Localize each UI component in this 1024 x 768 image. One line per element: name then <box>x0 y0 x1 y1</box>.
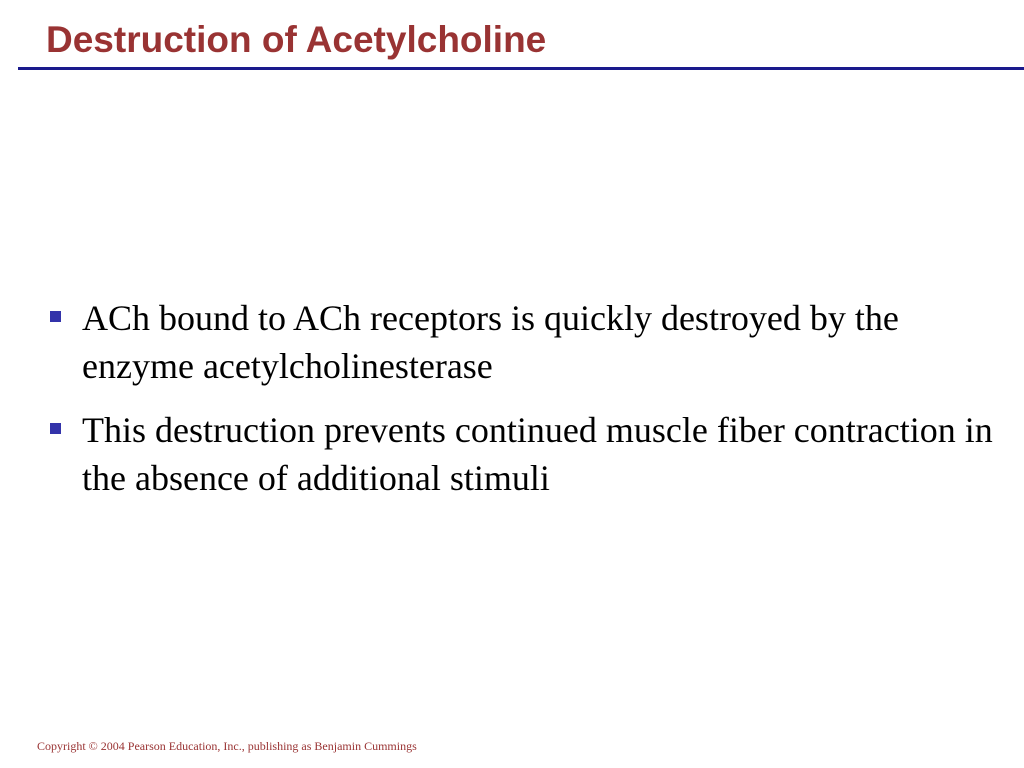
bullet-text: ACh bound to ACh receptors is quickly destroyed by the enzyme acetylcholinesterase <box>82 298 899 386</box>
copyright-footer: Copyright © 2004 Pearson Education, Inc., publishing as Benjamin Cummings <box>37 739 417 753</box>
bullet-item <box>44 294 1004 390</box>
bullet-item <box>44 406 1004 502</box>
title-divider <box>18 67 1024 70</box>
bullet-list <box>44 294 1004 518</box>
bullet-text: This destruction prevents continued muscle fiber contraction in the absence of additional stimuli <box>82 410 993 498</box>
square-bullet-icon <box>50 311 61 322</box>
slide-title: Destruction of Acetylcholine <box>46 19 547 60</box>
square-bullet-icon <box>50 423 61 434</box>
